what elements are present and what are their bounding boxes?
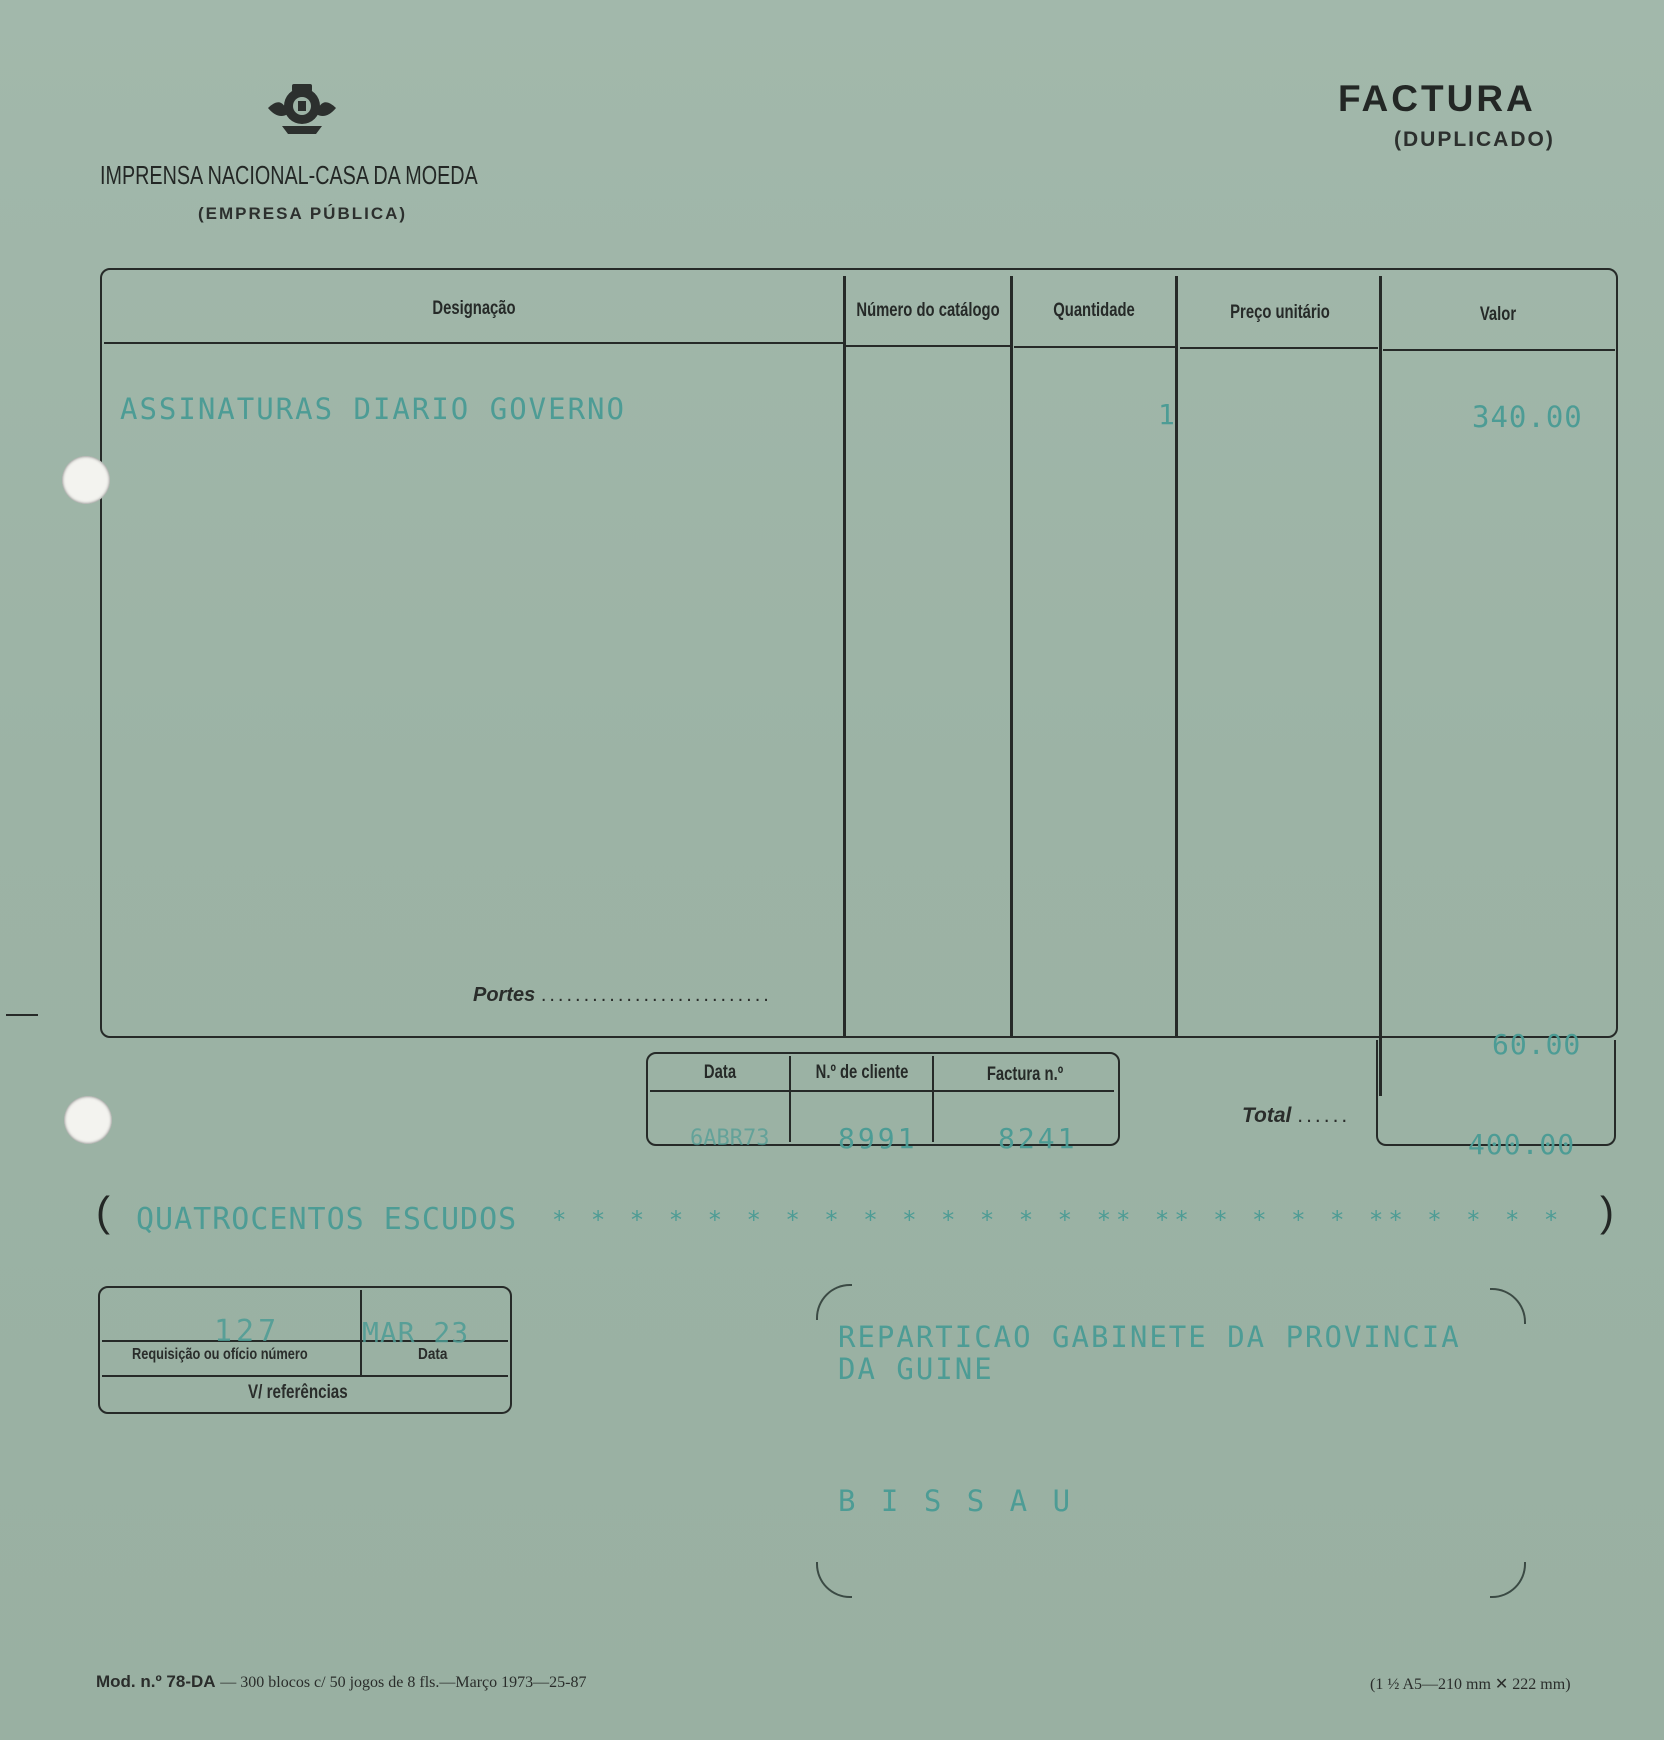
coat-of-arms-icon: [262, 74, 342, 138]
req-date-label: Data: [418, 1346, 448, 1363]
refs-label: V/ referências: [248, 1382, 348, 1403]
amount-fill: * * * * * * * * * * * * * * ** ** * * * * ** * * * *: [552, 1206, 1564, 1234]
footer-size: (1 ½ A5—210 mm ✕ 222 mm): [1370, 1676, 1571, 1693]
amount-open-paren: (: [96, 1188, 110, 1235]
header-value: Valor: [1479, 304, 1517, 325]
info-client-value: 8991: [838, 1122, 918, 1155]
bracket-bottom-right: [1490, 1562, 1526, 1598]
doc-title: FACTURA: [1338, 78, 1536, 119]
amount-close-paren: ): [1600, 1188, 1614, 1235]
address-city: B I S S A U: [838, 1484, 1075, 1518]
info-date-value: 6ABR73: [690, 1126, 770, 1151]
address-line-1: REPARTICAO GABINETE DA PROVINCIA: [838, 1320, 1461, 1354]
info-date-label: Data: [703, 1062, 737, 1083]
punch-hole-top: [62, 456, 110, 504]
req-number-label: Requisição ou ofício número: [132, 1346, 308, 1363]
bracket-bottom-left: [816, 1562, 852, 1598]
portes-label: Portes ...........................: [473, 984, 772, 1006]
req-number-value: 127: [214, 1314, 281, 1349]
item-designation: ASSINATURAS DIARIO GOVERNO: [120, 392, 626, 426]
item-value: 340.00: [1472, 400, 1583, 434]
doc-subtitle: (DUPLICADO): [1394, 128, 1555, 151]
bracket-top-right: [1490, 1288, 1526, 1324]
issuer-subtitle: (EMPRESA PÚBLICA): [198, 204, 408, 223]
fold-mark: [6, 1014, 38, 1016]
info-client-label: N.º de cliente: [815, 1062, 909, 1083]
bracket-top-left: [816, 1284, 852, 1320]
header-quantity: Quantidade: [1053, 300, 1135, 321]
header-unit-price: Preço unitário: [1230, 302, 1330, 323]
header-catalog: Número do catálogo: [856, 300, 1000, 321]
info-invoice-label: Factura n.º: [986, 1064, 1064, 1085]
portes-value: 60.00: [1492, 1028, 1582, 1061]
info-invoice-value: 8241: [998, 1122, 1078, 1155]
total-label: Total ......: [1242, 1104, 1351, 1127]
header-designation: Designação: [432, 298, 516, 319]
item-quantity: 1: [1158, 398, 1175, 431]
total-value: 400.00: [1468, 1128, 1576, 1161]
issuer-name: IMPRENSA NACIONAL-CASA DA MOEDA: [100, 160, 478, 190]
footer-model: Mod. n.º 78-DA — 300 blocos c/ 50 jogos de 8 fls.—Março 1973—25-87: [96, 1672, 587, 1691]
items-table: [100, 268, 1618, 1038]
req-date-value: MAR 23: [362, 1316, 470, 1349]
amount-in-words: QUATROCENTOS ESCUDOS: [136, 1202, 518, 1237]
address-line-2: DA GUINE: [838, 1352, 994, 1386]
punch-hole-bottom: [64, 1096, 112, 1144]
